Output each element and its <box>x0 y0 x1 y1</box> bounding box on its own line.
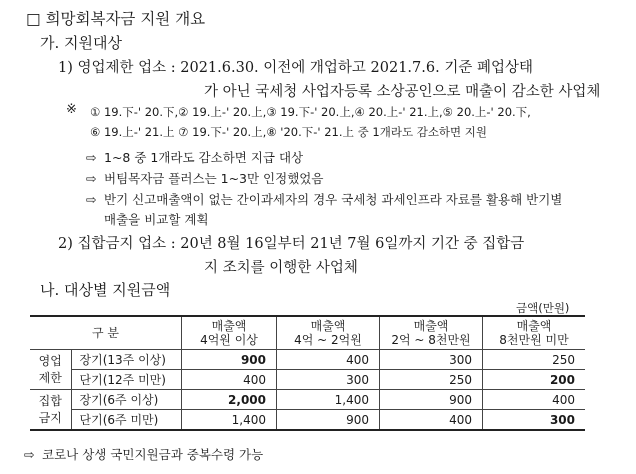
arrow-note-2 <box>86 169 323 187</box>
note-line1: ① 19.下-' 20.下,② 19.上-' 20.上,③ 19.下-' 20.上,④ 20.上-' 21.上,⑤ 20.上-' 20.下, <box>90 105 531 119</box>
row-label: 장기(13주 이상) <box>71 350 181 370</box>
item2-line1: 2) 집합금지 업소 : 20년 8월 16일부터 21년 7월 6일까지 기간 중 집합금 <box>58 236 525 252</box>
header-col-3: 매출액 2억 ~ 8천만원 <box>380 316 483 350</box>
arrow-text: 반기 신고매출액이 없는 간이과세자의 경우 국세청 과세인프라 자료를 활용해 반기별 <box>104 192 563 207</box>
table-cell: 250 <box>483 350 586 370</box>
item1-line1: 1) 영업제한 업소 : 2021.6.30. 이전에 개업하고 2021.7.6. 기준 폐업상태 <box>58 60 533 76</box>
footer-note <box>24 445 263 463</box>
footer-text: 코로나 상생 국민지원금과 중복수령 가능 <box>42 447 264 462</box>
item1-line2: 가 아닌 국세청 사업자등록 소상공인으로 매출이 감소한 사업체 <box>204 84 601 100</box>
table-cell: 300 <box>483 410 586 431</box>
note-line2: ⑥ 19.上-' 21.上 ⑦ 19.下-' 20.上,⑧ '20.下-' 21.上 중 1개라도 감소하면 지원 <box>90 125 488 139</box>
arrow-icon: ⇨ <box>86 150 97 165</box>
arrow-icon: ⇨ <box>24 447 35 462</box>
header-col-2: 매출액 4억 ~ 2억원 <box>277 316 380 350</box>
subsection-target: 가. 지원대상 <box>40 34 122 52</box>
table-cell: 900 <box>182 350 277 370</box>
arrow-text: 버팀목자금 플러스는 1~3만 인정했었음 <box>104 171 324 186</box>
arrow-note-1 <box>86 148 303 166</box>
amount-table <box>30 315 585 431</box>
table-row <box>30 350 585 370</box>
group-label: 집합 금지 <box>30 390 71 431</box>
row-label: 단기(12주 미만) <box>71 370 181 390</box>
table-cell: 250 <box>380 370 483 390</box>
subsection-amount: 나. 대상별 지원금액 <box>40 281 171 299</box>
note-mark: ※ <box>66 102 77 117</box>
table-cell: 300 <box>277 370 380 390</box>
table-row <box>30 410 585 431</box>
table-cell: 1,400 <box>277 390 380 410</box>
table-cell: 1,400 <box>182 410 277 431</box>
header-col-4: 매출액 8천만원 미만 <box>483 316 586 350</box>
table-cell: 300 <box>380 350 483 370</box>
section-title: □ 희망회복자금 지원 개요 <box>26 10 206 28</box>
table-cell: 400 <box>380 410 483 431</box>
table-cell: 900 <box>380 390 483 410</box>
row-label: 단기(6주 미만) <box>71 410 181 431</box>
table-cell: 200 <box>483 370 586 390</box>
arrow-icon: ⇨ <box>86 192 97 207</box>
table-cell: 900 <box>277 410 380 431</box>
arrow-note-3-cont: 매출을 비교할 계획 <box>104 212 209 227</box>
arrow-icon: ⇨ <box>86 171 97 186</box>
table-cell: 2,000 <box>182 390 277 410</box>
header-col-1: 매출액 4억원 이상 <box>182 316 277 350</box>
arrow-text: 1~8 중 1개라도 감소하면 지급 대상 <box>104 150 304 165</box>
row-label: 장기(6주 이상) <box>71 390 181 410</box>
table-cell: 400 <box>483 390 586 410</box>
item2-line2: 지 조치를 이행한 사업체 <box>204 260 358 276</box>
group-label: 영업 제한 <box>30 350 71 390</box>
unit-label: 금액(만원) <box>516 301 570 315</box>
table-cell: 400 <box>182 370 277 390</box>
table-cell: 400 <box>277 350 380 370</box>
table-row <box>30 390 585 410</box>
table-header-row <box>30 316 585 350</box>
header-category: 구 분 <box>30 316 182 350</box>
arrow-note-3 <box>86 190 562 208</box>
table-row <box>30 370 585 390</box>
